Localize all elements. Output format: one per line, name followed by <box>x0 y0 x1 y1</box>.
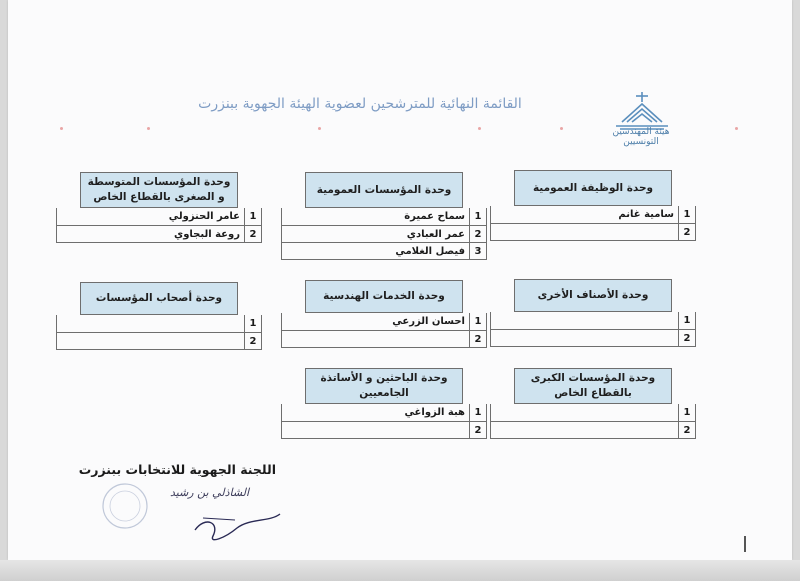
candidate-row <box>491 312 695 329</box>
candidate-row <box>57 315 261 332</box>
candidate-name: عامر الحنزولي <box>168 211 240 222</box>
candidate-number: 1 <box>678 312 695 329</box>
scan-dot <box>560 127 563 130</box>
unit-public-function <box>490 170 696 241</box>
candidate-name <box>491 312 678 329</box>
candidate-number: 1 <box>469 313 486 330</box>
unit-public-institutions <box>281 172 487 260</box>
candidate-name: عمر العبادي <box>406 228 465 240</box>
scan-dot <box>735 127 738 130</box>
candidate-number: 2 <box>469 226 486 242</box>
candidate-number: 1 <box>678 206 695 223</box>
candidate-name <box>57 315 244 332</box>
candidate-name: سماح عميرة <box>404 211 465 222</box>
candidate-number: 2 <box>678 422 695 438</box>
candidate-number: 2 <box>678 330 695 346</box>
candidate-number: 2 <box>244 333 261 349</box>
candidate-list <box>281 313 487 348</box>
unit-title: وحدة المؤسسات الكبرى بالقطاع الخاص <box>514 368 672 404</box>
scan-edge <box>0 560 800 581</box>
candidate-name <box>491 330 678 346</box>
candidate-row <box>491 329 695 346</box>
candidate-number: 2 <box>678 224 695 240</box>
candidate-number: 3 <box>469 243 486 259</box>
candidate-list <box>56 315 262 350</box>
unit-researchers-professors <box>281 368 487 439</box>
candidate-number: 1 <box>469 404 486 421</box>
candidate-row <box>282 421 486 438</box>
candidate-name: روعة البجاوي <box>174 228 240 240</box>
scan-dot <box>318 127 321 130</box>
candidate-name <box>491 404 678 421</box>
unit-medium-small-private <box>56 172 262 243</box>
candidate-row <box>282 330 486 347</box>
candidate-row <box>491 404 695 421</box>
candidate-name: سامية غانم <box>618 209 674 220</box>
candidate-name <box>282 422 469 438</box>
candidate-list <box>490 404 696 439</box>
scan-dot <box>60 127 63 130</box>
candidate-number: 2 <box>469 331 486 347</box>
candidate-number: 1 <box>244 315 261 332</box>
candidate-name <box>57 333 244 349</box>
logo-caption: هيئة المهندسين التونسيين <box>612 127 670 147</box>
unit-title: وحدة الباحثين و الأساتذة الجامعيين <box>305 368 463 404</box>
unit-title: وحدة أصحاب المؤسسات <box>80 282 238 315</box>
candidate-row <box>491 206 695 223</box>
unit-title: وحدة المؤسسات العمومية <box>305 172 463 208</box>
unit-large-private <box>490 368 696 439</box>
unit-title: وحدة الوظيفة العمومية <box>514 170 672 206</box>
candidate-number: 1 <box>244 208 261 225</box>
scan-dot <box>147 127 150 130</box>
candidate-name: احسان الزرعي <box>392 316 465 327</box>
unit-engineering-services <box>281 280 487 348</box>
candidate-number: 1 <box>678 404 695 421</box>
candidate-number: 1 <box>469 208 486 225</box>
candidate-row <box>282 313 486 330</box>
unit-title: وحدة الأصناف الأخرى <box>514 279 672 312</box>
signature-note: الشاذلي بن رشيد <box>170 486 250 499</box>
unit-title: وحدة الخدمات الهندسية <box>305 280 463 313</box>
candidate-row <box>491 223 695 240</box>
candidate-row <box>282 225 486 242</box>
candidate-row <box>282 208 486 225</box>
candidate-name <box>491 422 678 438</box>
candidate-row <box>57 225 261 242</box>
candidate-name: فيصل الغلامي <box>395 245 465 257</box>
candidate-row <box>282 242 486 259</box>
scan-mark <box>744 536 746 552</box>
candidate-name <box>282 331 469 347</box>
candidate-row <box>491 421 695 438</box>
candidate-list <box>490 206 696 241</box>
unit-business-owners <box>56 282 262 350</box>
candidate-number: 2 <box>469 422 486 438</box>
unit-other-categories <box>490 279 696 347</box>
unit-title: وحدة المؤسسات المتوسطة و الصغرى بالقطاع الخاص <box>80 172 238 208</box>
candidate-row <box>57 332 261 349</box>
candidate-list <box>490 312 696 347</box>
candidate-name: هبة الزواغي <box>404 407 465 418</box>
candidate-list <box>281 208 487 260</box>
candidate-row <box>57 208 261 225</box>
candidate-name <box>491 224 678 240</box>
candidate-row <box>282 404 486 421</box>
candidate-number: 2 <box>244 226 261 242</box>
page-title: القائمة النهائية للمترشحين لعضوية الهيئة الجهوية ببنزرت <box>198 96 522 112</box>
candidate-list <box>281 404 487 439</box>
committee-label: اللجنة الجهوية للانتخابات ببنزرت <box>78 462 276 477</box>
candidate-list <box>56 208 262 243</box>
scan-dot <box>478 127 481 130</box>
